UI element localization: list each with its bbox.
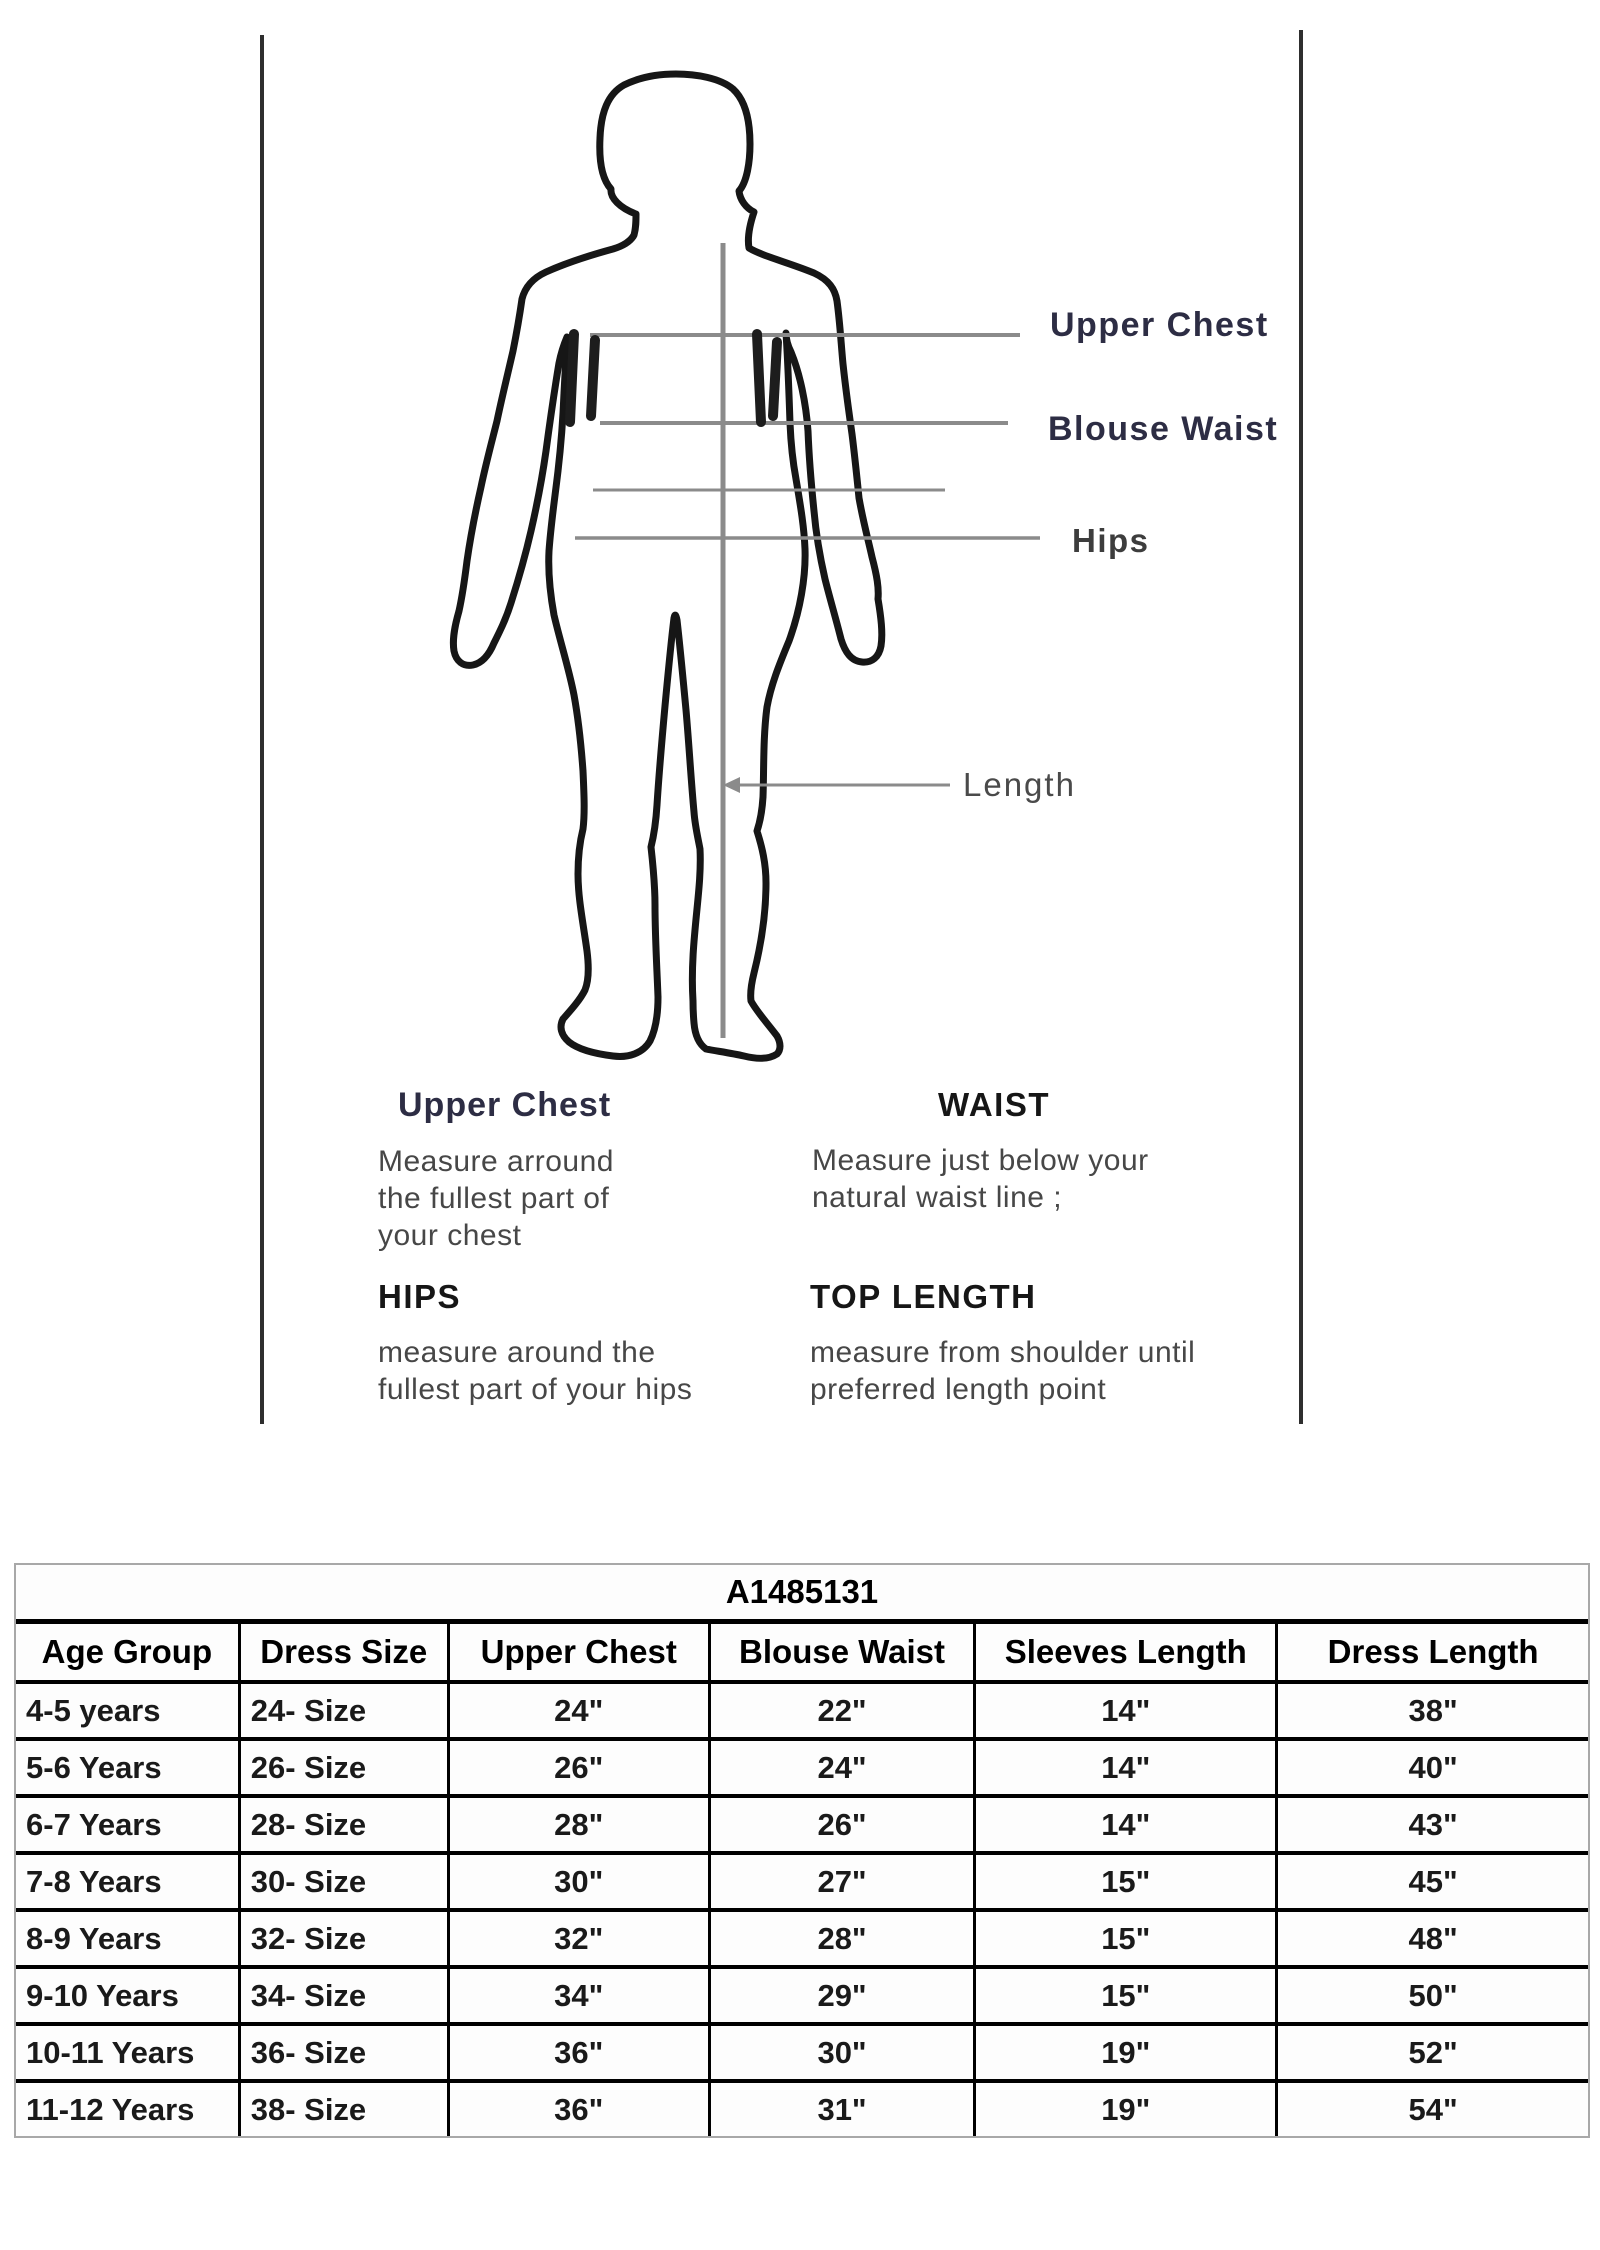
instruction-heading: HIPS — [378, 1278, 462, 1315]
instruction-top-length — [810, 1278, 1195, 1408]
table-row — [16, 1853, 1588, 1910]
instruction-text-line: natural waist line ; — [812, 1181, 1063, 1214]
instruction-text-line: the fullest part of — [378, 1182, 610, 1215]
table-cell: 40" — [1277, 1739, 1588, 1796]
table-cell: 15" — [975, 1967, 1277, 2024]
table-cell: 8-9 Years — [16, 1910, 239, 1967]
instruction-hips — [378, 1278, 692, 1408]
table-cell: 36" — [448, 2081, 709, 2136]
instruction-text-line: measure from shoulder until — [810, 1336, 1196, 1369]
table-cell: 30- Size — [239, 1853, 448, 1910]
table-cell: 15" — [975, 1910, 1277, 1967]
instruction-text-line: preferred length point — [810, 1373, 1107, 1406]
instruction-text-line: fullest part of your hips — [378, 1373, 693, 1406]
table-cell: 38" — [1277, 1682, 1588, 1739]
table-cell: 52" — [1277, 2024, 1588, 2081]
table-cell: 14" — [975, 1739, 1277, 1796]
column-header: Dress Length — [1277, 1624, 1588, 1682]
table-cell: 6-7 Years — [16, 1796, 239, 1853]
table-cell: 19" — [975, 2081, 1277, 2136]
instruction-text-line: Measure arround — [378, 1145, 614, 1178]
table-cell: 19" — [975, 2024, 1277, 2081]
table-cell: 14" — [975, 1796, 1277, 1853]
table-cell: 50" — [1277, 1967, 1588, 2024]
table-cell: 24" — [709, 1739, 975, 1796]
instruction-heading: TOP LENGTH — [810, 1278, 1037, 1315]
instruction-waist — [812, 1086, 1149, 1216]
table-cell: 5-6 Years — [16, 1739, 239, 1796]
size-table — [14, 1563, 1590, 2138]
table-cell: 30" — [709, 2024, 975, 2081]
table-cell: 29" — [709, 1967, 975, 2024]
table-row — [16, 1967, 1588, 2024]
table-cell: 26" — [448, 1739, 709, 1796]
table-cell: 43" — [1277, 1796, 1588, 1853]
table-cell: 28" — [709, 1910, 975, 1967]
table-cell: 28- Size — [239, 1796, 448, 1853]
table-cell: 36- Size — [239, 2024, 448, 2081]
column-header: Age Group — [16, 1624, 239, 1682]
table-cell: 32" — [448, 1910, 709, 1967]
instruction-text-line: your chest — [378, 1219, 522, 1252]
length-label: Length — [963, 766, 1076, 803]
table-cell: 26- Size — [239, 1739, 448, 1796]
upper-chest-label: Upper Chest — [1050, 306, 1269, 344]
column-header: Sleeves Length — [975, 1624, 1277, 1682]
instruction-text-line: measure around the — [378, 1336, 656, 1369]
table-cell: 30" — [448, 1853, 709, 1910]
table-cell: 34" — [448, 1967, 709, 2024]
table-cell: 15" — [975, 1853, 1277, 1910]
table-cell: 36" — [448, 2024, 709, 2081]
table-header-row — [16, 1624, 1588, 1682]
table-cell: 26" — [709, 1796, 975, 1853]
table-cell: 28" — [448, 1796, 709, 1853]
table-cell: 31" — [709, 2081, 975, 2136]
table-cell: 32- Size — [239, 1910, 448, 1967]
body-outline — [453, 74, 881, 1058]
size-table-grid — [16, 1624, 1588, 2136]
instruction-text-line: Measure just below your — [812, 1144, 1149, 1177]
column-header: Blouse Waist — [709, 1624, 975, 1682]
table-cell: 24- Size — [239, 1682, 448, 1739]
table-cell: 54" — [1277, 2081, 1588, 2136]
table-cell: 9-10 Years — [16, 1967, 239, 2024]
table-cell: 48" — [1277, 1910, 1588, 1967]
table-cell: 24" — [448, 1682, 709, 1739]
table-row — [16, 1739, 1588, 1796]
table-row — [16, 1910, 1588, 1967]
hips-label: Hips — [1072, 522, 1150, 559]
table-cell: 38- Size — [239, 2081, 448, 2136]
table-row — [16, 2081, 1588, 2136]
table-cell: 4-5 years — [16, 1682, 239, 1739]
blouse-waist-label: Blouse Waist — [1048, 410, 1279, 448]
table-cell: 11-12 Years — [26, 2091, 195, 2127]
table-row — [16, 1682, 1588, 1739]
table-row — [16, 1796, 1588, 1853]
table-cell: 7-8 Years — [16, 1853, 239, 1910]
instruction-upper-chest — [378, 1086, 614, 1254]
table-cell: 22" — [709, 1682, 975, 1739]
table-cell: 34- Size — [239, 1967, 448, 2024]
instruction-heading: WAIST — [938, 1086, 1050, 1123]
column-header: Upper Chest — [448, 1624, 709, 1682]
table-cell: 27" — [709, 1853, 975, 1910]
instruction-heading: Upper Chest — [398, 1086, 612, 1124]
table-title: A1485131 — [16, 1565, 1588, 1624]
table-row — [16, 2024, 1588, 2081]
table-cell: 45" — [1277, 1853, 1588, 1910]
column-header: Dress Size — [239, 1624, 448, 1682]
table-cell: 14" — [975, 1682, 1277, 1739]
table-cell: 10-11 Years — [16, 2024, 239, 2081]
